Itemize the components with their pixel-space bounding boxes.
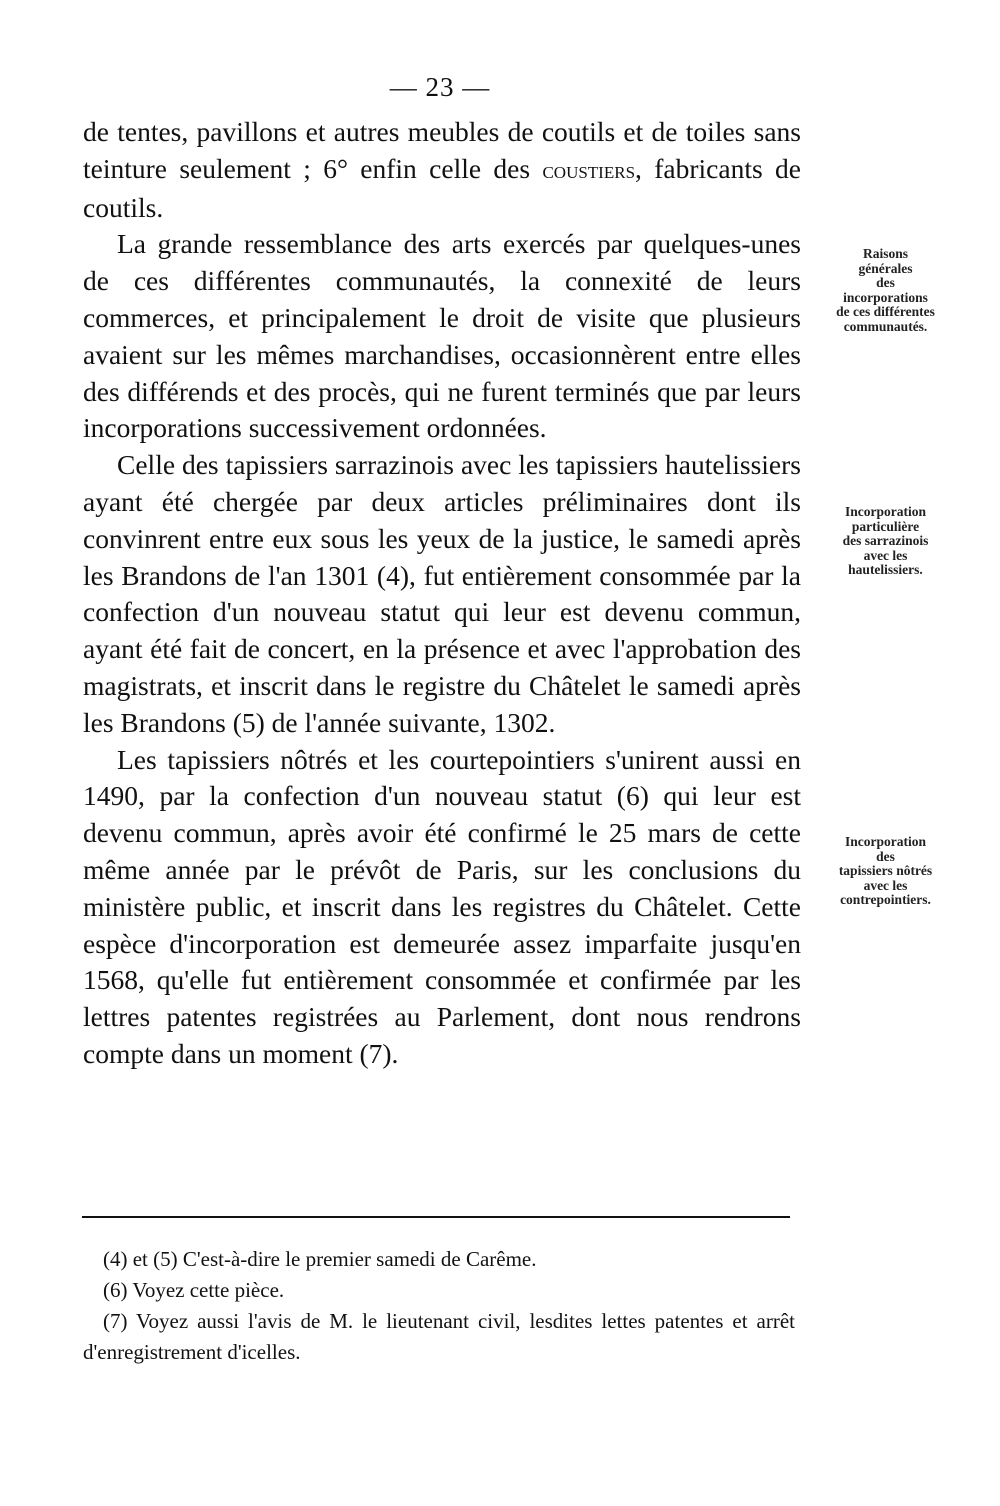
margin-note-line: incorporations [843, 289, 928, 305]
paragraph-1-text: de tentes, pavillons et autres meubles de coutils et de toiles sans teinture seulement ; 6° enfin celle des [83, 116, 801, 184]
margin-note-line: particulière [851, 518, 920, 534]
footnote-divider [82, 1216, 790, 1218]
paragraph-4: Les tapissiers nôtrés et les courtepointiers s'unirent aussi en 1490, par la confection d'un nouveau statut (6) qui leur est devenu commun, après avoir été confirmé le 25 mars de cette même année par le prévôt de Paris, sur les conclusions du ministère public, et inscrit dans les registres du Châtelet. Cette espèce d'incorporation est demeurée assez imparfaite jusqu'en 1568, qu'elle fut entièrement consommée et confirmée par les lettres patentes registrées au Parlement, dont nous rendrons compte dans un moment (7). [83, 743, 801, 1069]
margin-note-line: avec les [863, 877, 908, 893]
margin-note-sarrazinois [808, 505, 963, 578]
margin-note-line: des [876, 848, 895, 864]
footnotes [83, 1244, 795, 1368]
margin-note-raisons-generales [808, 247, 963, 335]
margin-note-line: des sarrazinois [842, 533, 929, 549]
margin-note-line: Incorporation [845, 834, 926, 849]
margin-note-line: de ces différentes [836, 304, 935, 320]
footnote-4-5: (4) et (5) C'est-à-dire le premier samedi de Carême. [103, 1247, 537, 1271]
page-number: — 23 — [389, 72, 491, 102]
footnote-7: (7) Voyez aussi l'avis de M. le lieutenant civil, lesdites lettes patentes et arrêt d'enregistrement d'icelles. [83, 1309, 795, 1364]
margin-note-line: avec les [863, 547, 908, 563]
margin-note-line: Raisons [862, 246, 908, 261]
footnote-6: (6) Voyez cette pièce. [103, 1278, 285, 1302]
margin-note-line: tapissiers nôtrés [838, 863, 933, 879]
margin-note-line: contrepointiers. [840, 892, 931, 908]
margin-note-line: des [876, 275, 895, 291]
paragraph-2: La grande ressemblance des arts exercés par quelques-unes de ces différentes communautés, la connexité de leurs commerces, et principalement le droit de visite que plusieurs avaient sur les mêmes marchandises, occasionnèrent entre elles des différends et des procès, qui ne furent terminés que par leurs incorporations successivement ordonnées. [83, 228, 801, 444]
paragraph-1-end: , fabricants de coutils. [83, 152, 801, 223]
main-text [83, 114, 801, 1073]
paragraph-3: Celle des tapissiers sarrazinois avec les tapissiers hautelissiers ayant été chergée par deux articles préliminaires dont ils convinrent entre eux sous les yeux de la justice, le samedi après les Brandons de l'an 1301 (4), fut entièrement consommée par la confection d'un nouveau statut qui leur est devenu commun, ayant été fait de concert, en la présence et avec l'approbation des magistrats, et inscrit dans le registre du Châtelet le samedi après les Brandons (5) de l'année suivante, 1302. [83, 449, 801, 738]
margin-note-line: hautelissiers. [848, 562, 923, 578]
margin-note-line: communautés. [843, 318, 928, 334]
coustiers-small-caps: coustiers [542, 157, 636, 184]
margin-note-notres [808, 835, 963, 908]
margin-note-line: Incorporation [845, 504, 926, 519]
margin-note-line: générales [858, 260, 913, 276]
paragraph-1 [83, 114, 801, 226]
